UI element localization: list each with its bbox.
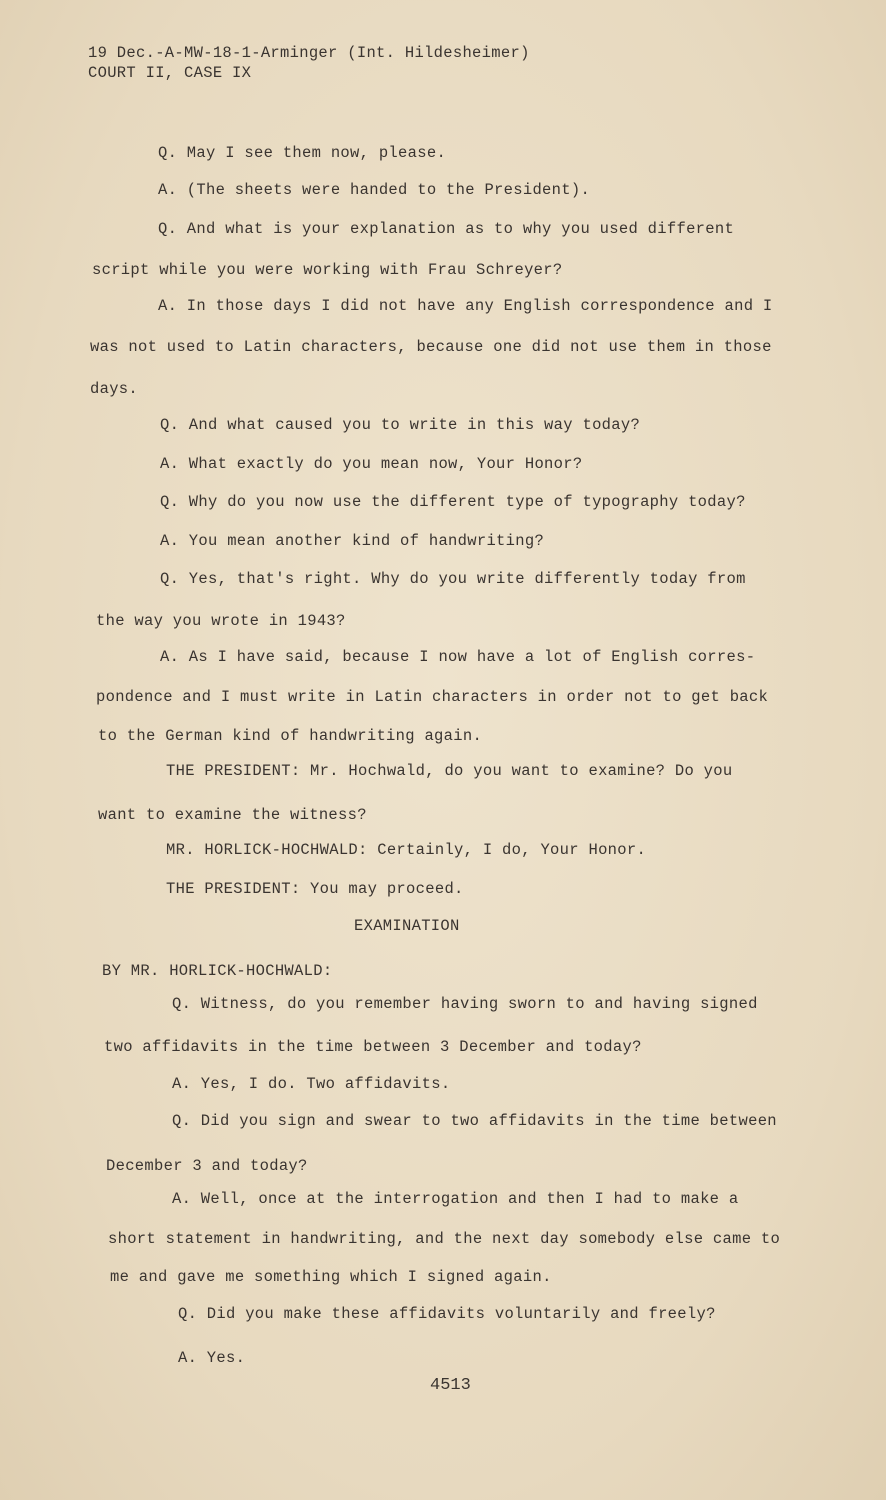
transcript-line: Q. Witness, do you remember having sworn to and having signed	[172, 995, 758, 1013]
transcript-line: Q. Yes, that's right. Why do you write differently today from	[160, 570, 746, 588]
transcript-line: A. You mean another kind of handwriting?	[160, 532, 545, 550]
transcript-line: days.	[90, 380, 139, 398]
transcript-line: A. As I have said, because I now have a lot of English corres-	[160, 648, 756, 666]
transcript-line: A. Well, once at the interrogation and then I had to make a	[172, 1190, 739, 1208]
transcript-line: MR. HORLICK-HOCHWALD: Certainly, I do, Your Honor.	[166, 841, 647, 859]
examiner-line: BY MR. HORLICK-HOCHWALD:	[102, 962, 333, 980]
transcript-line: Q. And what is your explanation as to why you used different	[158, 220, 735, 238]
transcript-line: Q. May I see them now, please.	[158, 144, 447, 162]
page-number: 4513	[430, 1376, 471, 1395]
transcript-line: A. Yes, I do. Two affidavits.	[172, 1075, 451, 1093]
transcript-line: to the German kind of handwriting again.	[98, 727, 483, 745]
transcript-line: A. What exactly do you mean now, Your Honor?	[160, 455, 583, 473]
transcript-line: A. Yes.	[178, 1349, 246, 1367]
transcript-line: the way you wrote in 1943?	[96, 612, 346, 630]
transcript-line: December 3 and today?	[106, 1157, 308, 1175]
transcript-line: THE PRESIDENT: You may proceed.	[166, 880, 464, 898]
header-line-2: COURT II, CASE IX	[88, 64, 252, 82]
transcript-line: Q. Why do you now use the different type of typography today?	[160, 493, 746, 511]
transcript-line: THE PRESIDENT: Mr. Hochwald, do you want to examine? Do you	[166, 762, 733, 780]
transcript-line: script while you were working with Frau Schreyer?	[92, 261, 563, 279]
section-heading: EXAMINATION	[354, 917, 460, 935]
transcript-line: two affidavits in the time between 3 December and today?	[104, 1038, 642, 1056]
transcript-line: Q. Did you sign and swear to two affidavits in the time between	[172, 1112, 777, 1130]
transcript-line: me and gave me something which I signed again.	[110, 1268, 552, 1286]
transcript-line: short statement in handwriting, and the next day somebody else came to	[108, 1230, 781, 1248]
header-line-1: 19 Dec.-A-MW-18-1-Arminger (Int. Hildesheimer)	[88, 44, 530, 62]
transcript-line: Q. And what caused you to write in this way today?	[160, 416, 641, 434]
transcript-line: Q. Did you make these affidavits voluntarily and freely?	[178, 1305, 716, 1323]
transcript-line: was not used to Latin characters, because one did not use them in those	[90, 338, 772, 356]
transcript-line: A. (The sheets were handed to the President).	[158, 181, 591, 199]
transcript-line: A. In those days I did not have any English correspondence and I	[158, 297, 773, 315]
transcript-line: want to examine the witness?	[98, 806, 367, 824]
transcript-line: pondence and I must write in Latin characters in order not to get back	[96, 688, 769, 706]
